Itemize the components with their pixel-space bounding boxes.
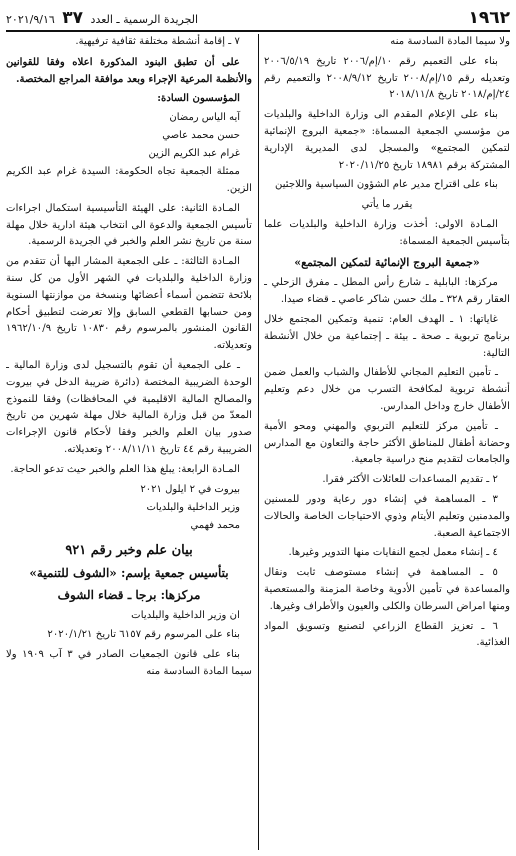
publication-name: الجريدة الرسمية ـ العدد: [90, 13, 199, 26]
right-column-paragraph: ٢ ـ تقديم المساعدات للعائلات الأكثر فقرا.: [322, 474, 498, 486]
page-number: ١٩٦٢: [468, 8, 510, 28]
left-column-paragraph: على أن تطبق البنود المذكورة اعلاه وفقا للقوانين والأنظمة المرعية الإجراء وبعد موافقة المراجع المختصة.: [6, 55, 252, 85]
left-column-paragraph: المـادة الثالثة: ـ على الجمعية المشار اليها أن تتقدم من وزارة الداخلية والبلديات في الشهر الأول من كل سنة بلائحة تتضمن أسماء أعضائها وبنسخة من موازنتها السنوية ومن حسابها القطعي السابق وإلا تعرضت لتطبيق أحكام القانون المنشور بالمرسوم رقم ١٠٨٣٠ تاريخ ١٩٦٢/١٠/٩ وتعديلاته.: [6, 256, 252, 352]
right-column-paragraph: ٥ ـ المساهمة في إنشاء مستوصف ثابت ونقال والمساعدة في تأمين الأدوية وخاصة المزمنة والمستعصية ومنها امراض السرطان والكلى والعيون والأطراف وغيرها.: [264, 567, 510, 612]
left-column-paragraph: المؤسسون السادة:: [157, 92, 240, 105]
right-column-paragraph: «جمعية البروج الإنمائية لتمكين المجتمع»: [294, 255, 480, 269]
left-column-paragraph: المـادة الرابعة: يبلغ هذا العلم والخبر حيث تدعو الحاجة.: [10, 463, 240, 475]
right-column-paragraph: المـادة الاولى: أخذت وزارة الداخلية والبلديات علما بتأسيس الجمعية المسماة:: [264, 218, 510, 247]
left-column-paragraph: ان وزير الداخلية والبلديات: [131, 609, 240, 621]
column-divider: [258, 34, 259, 850]
right-column-paragraph: مركزها: البابلية ـ شارع رأس المطل ـ مفرق الزحلي ـ العقار رقم ٣٢٨ ـ ملك حسن شاكر عاصي ـ قضاء صيدا.: [264, 277, 510, 306]
right-column-paragraph: بناء على الإعلام المقدم الى وزارة الداخلية والبلديات من مؤسسي الجمعية المسماة: «جمعية البروج الإنمائية لتمكين المجتمع» والمسجل لدى المديرية الإدارية المشتركة برقم ١٨٩٨١ تاريخ ٢٠٢٠/١١/٢٥: [264, 109, 510, 171]
issue-date: ٢٠٢١/٩/١٦: [6, 13, 55, 26]
left-column-paragraph: مركزها: برجا ـ قضاء الشوف: [57, 587, 201, 602]
left-column-paragraph: ممثلة الجمعية تجاه الحكومة: السيدة غرام عبد الكريم الزين.: [6, 166, 252, 194]
left-column-paragraph: المـادة الثانية: على الهيئة التأسيسية استكمال اجراءات تأسيس الجمعية والدعوة الى انتخاب هيئة ادارية خلال مهلة سنة من تاريخ نشر العلم والخبر في الجريدة الرسمية.: [6, 202, 252, 248]
right-column-paragraph: غاياتها: ١ ـ الهدف العام: تنمية وتمكين المجتمع خلال برنامج تربوية ـ صحة ـ بيئة ـ إجتماعية من خلال الأنشطة التالية:: [264, 313, 510, 359]
right-column-paragraph: ـ تأمين مركز للتعليم التربوي والمهني ومحو الأمية وحضانة أطفال للمناطق الأكثر حاجة والتعاون مع المدارس والجامعات لتقديم منح دراسية جامعية.: [264, 420, 510, 466]
right-column-paragraph: ٤ ـ إنشاء معمل لجمع النفايات منها التدوير وغيرها.: [288, 547, 498, 559]
right-column: [264, 34, 510, 852]
left-column-paragraph: بناء على قانون الجمعيات الصادر في ٣ آب ١٩٠٩ ولا سيما المادة السادسة منه: [6, 649, 252, 677]
left-column-paragraph: آيه الياس رمضان: [169, 112, 240, 124]
left-column: [6, 34, 252, 852]
right-column-paragraph: ٣ ـ المساهمة في إنشاء دور رعاية ودور للمسنين والمدمنين وتعليم الأيتام وذوي الاحتياجات الخاصة والحالات الاجتماعية الصعبة.: [264, 493, 510, 539]
right-column-paragraph: بناء على اقتراح مدير عام الشؤون السياسية واللاجئين: [274, 179, 498, 191]
left-column-paragraph: بيان علم وخبر رقم ٩٢١: [65, 542, 193, 558]
right-column-paragraph: ـ تأمين التعليم المجاني للأطفال والشباب والعمل ضمن أنشطة تربوية لمكافحة التسرب من خلال دعم وتعليم الأطفال خارج وداخل المدارس.: [264, 367, 510, 412]
left-column-paragraph: بناء على المرسوم رقم ٦١٥٧ تاريخ ٢٠٢٠/١/٢١: [47, 629, 240, 641]
left-column-paragraph: ـ على الجمعية أن تقوم بالتسجيل لدى وزارة المالية ـ الوحدة الضريبية المختصة (دائرة ضريبة الدخل في بيروت والمصالح المالية الاقليمية في المحافظات) وفقا للنموذج المعدّ من قبل وزارة المالية خلال مهلة شهرين من تاريخ صدور بيان العلم والخبر وفقا لأحكام قانون الإجراءات الضريبية رقم ٤٤ تاريخ ٢٠٠٨/١١/١١ وتعديلاته.: [6, 359, 252, 455]
left-column-paragraph: وزير الداخلية والبلديات: [146, 501, 240, 513]
issue-number: ٣٧: [62, 8, 84, 28]
right-column-paragraph: ٦ ـ تعزيز القطاع الزراعي لتصنيع وتسويق المواد الغذائية.: [264, 620, 510, 649]
left-column-paragraph: غرام عبد الكريم الزين: [148, 148, 240, 160]
left-column-paragraph: بيروت في ٢ ايلول ٢٠٢١: [140, 483, 240, 495]
left-column-paragraph: بتأسيس جمعية بإسم: «الشوف للتنمية»: [29, 565, 229, 580]
right-column-paragraph: بناء على التعميم رقم ١٠/إم/٢٠٠٦ تاريخ ٢٠٠٦/٥/١٩ وتعديله رقم ١٥/إم/٢٠٠٨ تاريخ ٢٠٠٨/٩/١٢ والتعميم رقم ٢٤/إم/٢٠١٨ تاريخ ٢٠١٨/١١/٨: [264, 55, 510, 101]
left-column-paragraph: ٧ ـ إقامة أنشطة مختلفة ثقافية ترفيهية.: [75, 36, 240, 47]
page-header: [6, 6, 510, 32]
publication-info: [6, 8, 198, 28]
right-column-paragraph: يقرر ما يأتي: [361, 199, 413, 211]
left-column-paragraph: حسن محمد عاصي: [162, 130, 240, 142]
left-column-paragraph: محمد فهمي: [190, 519, 240, 531]
right-column-paragraph: ولا سيما المادة السادسة منه: [390, 36, 510, 47]
